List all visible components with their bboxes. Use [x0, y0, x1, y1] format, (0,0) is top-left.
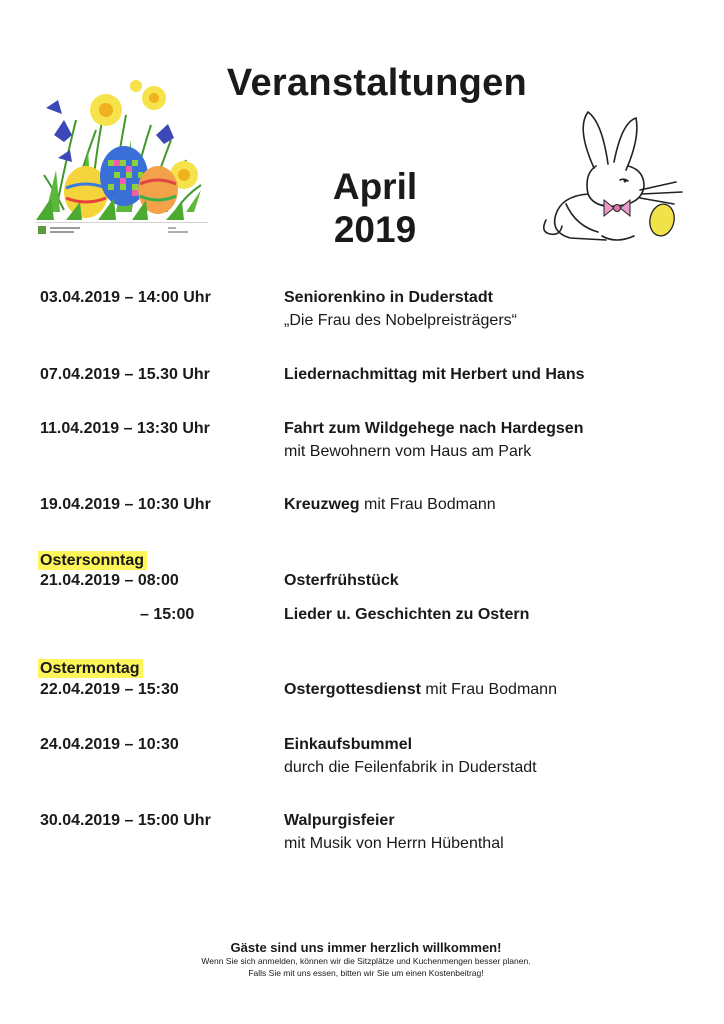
event-title-rest: mit Frau Bodmann — [359, 496, 496, 513]
event-subtitle: mit Musik von Herrn Hübenthal — [284, 835, 504, 852]
event-title-bold: Kreuzweg — [284, 496, 360, 513]
footer-welcome: Gäste sind uns immer herzlich willkommen! — [230, 940, 502, 955]
event-title — [284, 366, 585, 384]
event-subtitle: mit Bewohnern vom Haus am Park — [284, 443, 532, 460]
footer-registration-note: Wenn Sie sich anmelden, können wir die Sitzplätze und Kuchenmengen besser planen. — [201, 956, 531, 966]
event-date: 22.04.2019 – 15:30 — [40, 681, 179, 698]
event-title — [284, 420, 583, 438]
holiday-badge: Ostermontag — [38, 659, 143, 678]
footer-notice — [0, 940, 724, 979]
event-title — [284, 606, 529, 624]
event-title-bold: Seniorenkino in Duderstadt — [284, 289, 493, 306]
event-title-rest: mit Frau Bodmann — [420, 681, 557, 698]
event-date: 07.04.2019 – 15.30 Uhr — [40, 366, 210, 383]
footer-contribution-note: Falls Sie mit uns essen, bitten wir Sie um einen Kostenbeitrag! — [248, 968, 484, 978]
event-title-bold: Osterfrühstück — [284, 572, 399, 589]
page-title: Veranstaltungen — [226, 62, 528, 104]
holiday-badge: Ostersonntag — [38, 551, 147, 570]
event-title — [284, 572, 399, 590]
event-title-bold: Liedernachmittag mit Herbert und Hans — [284, 366, 585, 383]
event-title-bold: Einkaufsbummel — [284, 736, 413, 753]
event-title-bold: Walpurgisfeier — [284, 812, 395, 829]
month-label: April — [332, 166, 418, 207]
event-title-bold: Fahrt zum Wildgehege nach Hardegsen — [284, 420, 584, 437]
event-date: 30.04.2019 – 15:00 Uhr — [40, 812, 211, 829]
event-title — [284, 496, 496, 514]
event-subtitle: „Die Frau des Nobelpreisträgers“ — [284, 312, 517, 329]
event-title — [284, 812, 395, 830]
event-subtitle: durch die Feilenfabrik in Duderstadt — [284, 759, 537, 776]
event-title — [284, 289, 493, 307]
year-label: 2019 — [333, 209, 417, 250]
event-title — [284, 681, 557, 699]
event-date: 21.04.2019 – 08:00 — [40, 572, 179, 589]
event-title — [284, 736, 412, 754]
event-date: 24.04.2019 – 10:30 — [40, 736, 179, 753]
event-date: 03.04.2019 – 14:00 Uhr — [40, 289, 211, 306]
event-date: – 15:00 — [140, 606, 195, 623]
event-title-bold: Lieder u. Geschichten zu Ostern — [284, 606, 530, 623]
event-date: 19.04.2019 – 10:30 Uhr — [40, 496, 211, 513]
event-title-bold: Ostergottesdienst — [284, 681, 421, 698]
event-date: 11.04.2019 – 13:30 Uhr — [40, 420, 210, 437]
